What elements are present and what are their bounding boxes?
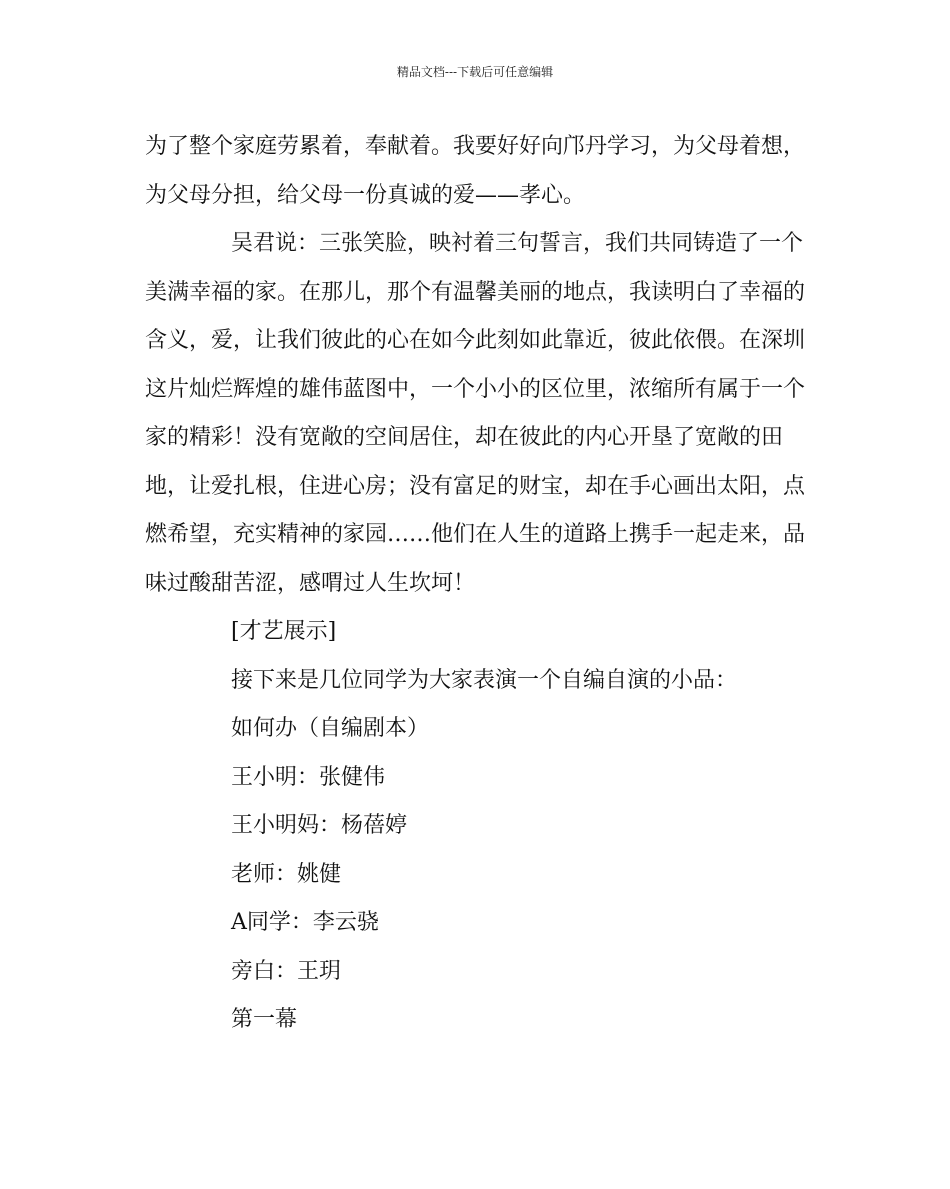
paragraph-line: 这片灿烂辉煌的雄伟蓝图中，一个小小的区位里，浓缩所有属于一个 (145, 377, 806, 402)
paragraph-line: 接下来是几位同学为大家表演一个自编自演的小品： (231, 668, 738, 693)
page-header: 精品文档---下载后可任意编辑 (396, 65, 554, 79)
cast-line: 旁白：王玥 (231, 959, 342, 984)
cast-line: 老师：姚健 (231, 862, 342, 887)
section-heading: [才艺展示] (231, 619, 337, 644)
paragraph-line: 为父母分担，给父母一份真诚的爱——孝心。 (145, 183, 586, 208)
paragraph-line: 为了整个家庭劳累着，奉献着。我要好好向邝丹学习，为父母着想， (145, 134, 806, 159)
script-title: 如何办（自编剧本） (231, 716, 430, 741)
paragraph-line: 美满幸福的家。在那儿，那个有温馨美丽的地点，我读明白了幸福的 (145, 280, 806, 305)
act-heading: 第一幕 (231, 1007, 298, 1032)
paragraph-line: 地，让爱扎根，住进心房；没有富足的财宝，却在手心画出太阳，点 (145, 474, 806, 499)
paragraph-line: 吴君说：三张笑脸，映衬着三句誓言，我们共同铸造了一个 (231, 231, 804, 256)
paragraph-line: 燃希望，充实精神的家园……他们在人生的道路上携手一起走来，品 (145, 522, 806, 547)
cast-line: 王小明：张健伟 (231, 765, 386, 790)
paragraph-line: 家的精彩！没有宽敞的空间居住，却在彼此的内心开垦了宽敞的田 (145, 425, 784, 450)
cast-line: A同学：李云骁 (231, 910, 379, 935)
paragraph-line: 味过酸甜苦涩，感喟过人生坎坷！ (145, 571, 476, 596)
paragraph-line: 含义，爱，让我们彼此的心在如今此刻如此靠近，彼此依偎。在深圳 (145, 328, 806, 353)
cast-line: 王小明妈：杨蓓婷 (231, 813, 408, 838)
